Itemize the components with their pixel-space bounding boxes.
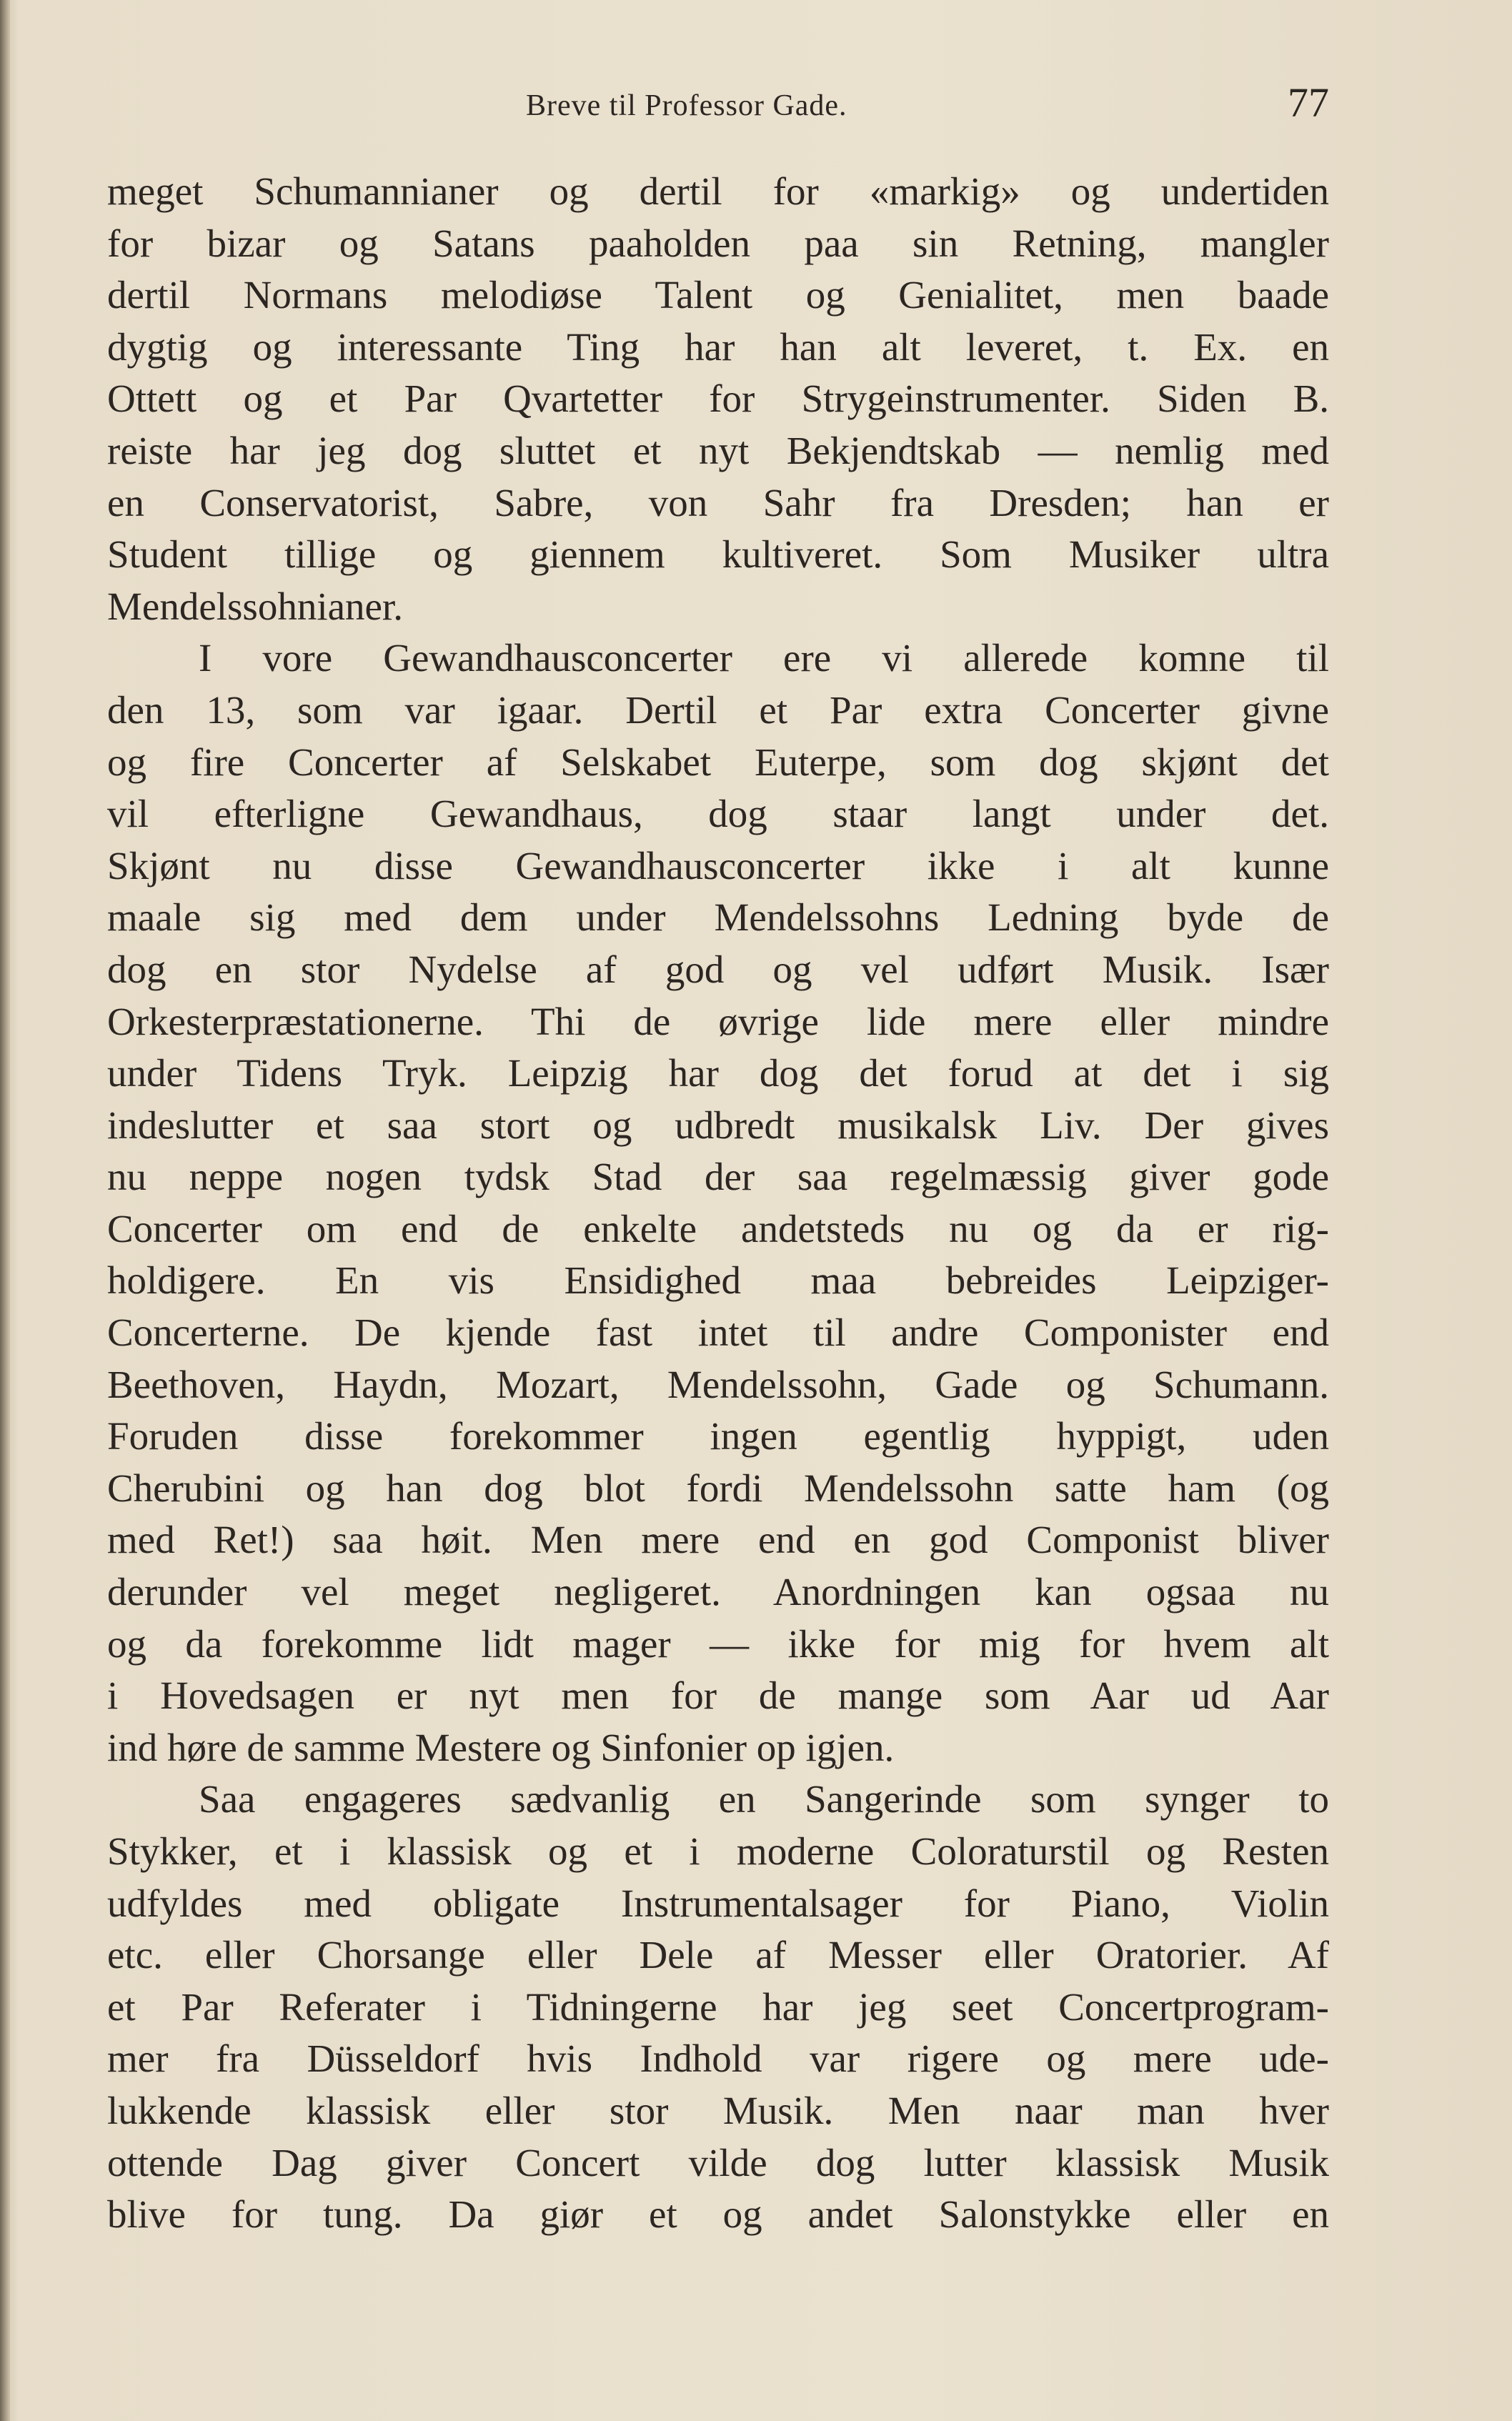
- text-line: udfyldes med obligate Instrumentalsager for Piano, Violin: [107, 1881, 1329, 1925]
- text-line: et Par Referater i Tidningerne har jeg seet Concertprogram-: [107, 1984, 1329, 2029]
- text-line-paragraph-start: Saa engageres sædvanlig en Sangerinde som synger to: [199, 1777, 1329, 1821]
- running-head-title: Breve til Professor Gade.: [526, 89, 847, 122]
- text-line: og fire Concerter af Selskabet Euterpe, som dog skjønt det: [107, 740, 1329, 784]
- text-line: Ottett og et Par Qvartetter for Strygeinstrumenter. Siden B.: [107, 377, 1329, 421]
- text-line: derunder vel meget negligeret. Anordningen kan ogsaa nu: [107, 1570, 1329, 1614]
- text-line: Student tillige og giennem kultiveret. Som Musiker ultra: [107, 532, 1329, 577]
- text-line: blive for tung. Da giør et og andet Salonstykke eller en: [107, 2192, 1329, 2237]
- text-line: Skjønt nu disse Gewandhausconcerter ikke i alt kunne: [107, 843, 1329, 888]
- text-line: Beethoven, Haydn, Mozart, Mendelssohn, Gade og Schumann.: [107, 1362, 1329, 1406]
- text-line-paragraph-start: I vore Gewandhausconcerter ere vi allerede komne til: [199, 636, 1329, 680]
- text-line: Concerterne. De kjende fast intet til andre Componister end: [107, 1311, 1329, 1355]
- page-number: 77: [1288, 79, 1329, 126]
- text-line: en Conservatorist, Sabre, von Sahr fra Dresden; han er: [107, 480, 1329, 525]
- text-line-paragraph-end: ind høre de samme Mestere og Sinfonier op igjen.: [107, 1725, 895, 1769]
- text-line: maale sig med dem under Mendelssohns Ledning byde de: [107, 895, 1329, 940]
- text-line: Stykker, et i klassisk og et i moderne Coloraturstil og Resten: [107, 1829, 1329, 1873]
- text-line: for bizar og Satans paaholden paa sin Retning, mangler: [107, 221, 1329, 265]
- running-head: [107, 77, 1329, 127]
- text-line: under Tidens Tryk. Leipzig har dog det forud at det i sig: [107, 1051, 1329, 1095]
- text-line: meget Schumannianer og dertil for «markig» og undertiden: [107, 169, 1329, 213]
- text-line: lukkende klassisk eller stor Musik. Men naar man hver: [107, 2088, 1329, 2132]
- text-line: Concerter om end de enkelte andetsteds nu og da er rig-: [107, 1206, 1329, 1251]
- text-line-paragraph-end: Mendelssohnianer.: [107, 584, 403, 628]
- text-line: med Ret!) saa høit. Men mere end en god Componist bliver: [107, 1518, 1329, 1562]
- text-line: den 13, som var igaar. Dertil et Par extra Concerter givne: [107, 687, 1329, 732]
- text-line: vil efterligne Gewandhaus, dog staar langt under det.: [107, 792, 1329, 836]
- text-line: dygtig og interessante Ting har han alt leveret, t. Ex. en: [107, 324, 1329, 369]
- text-line: holdigere. En vis Ensidighed maa bebreides Leipziger-: [107, 1258, 1329, 1303]
- text-line: Orkesterpræstationerne. Thi de øvrige lide mere eller mindre: [107, 999, 1329, 1043]
- text-line: og da forekomme lidt mager — ikke for mig for hvem alt: [107, 1621, 1329, 1666]
- text-line: Foruden disse forekommer ingen egentlig hyppigt, uden: [107, 1414, 1329, 1458]
- text-line: reiste har jeg dog sluttet et nyt Bekjendtskab — nemlig med: [107, 428, 1329, 472]
- text-line: mer fra Düsseldorf hvis Indhold var rigere og mere ude-: [107, 2037, 1329, 2081]
- text-line: dog en stor Nydelse af god og vel udført Musik. Især: [107, 947, 1329, 991]
- page-spine-shadow: [0, 0, 10, 2421]
- text-line: Cherubini og han dog blot fordi Mendelssohn satte ham (og: [107, 1466, 1329, 1510]
- text-line: nu neppe nogen tydsk Stad der saa regelmæssig giver gode: [107, 1155, 1329, 1199]
- text-line: ottende Dag giver Concert vilde dog lutter klassisk Musik: [107, 2140, 1329, 2184]
- text-line: i Hovedsagen er nyt men for de mange som Aar ud Aar: [107, 1674, 1329, 1718]
- body-text: [107, 166, 1329, 2241]
- text-line: etc. eller Chorsange eller Dele af Messer eller Oratorier. Af: [107, 1933, 1329, 1977]
- text-line: indeslutter et saa stort og udbredt musikalsk Liv. Der gives: [107, 1103, 1329, 1147]
- text-line: dertil Normans melodiøse Talent og Genialitet, men baade: [107, 273, 1329, 317]
